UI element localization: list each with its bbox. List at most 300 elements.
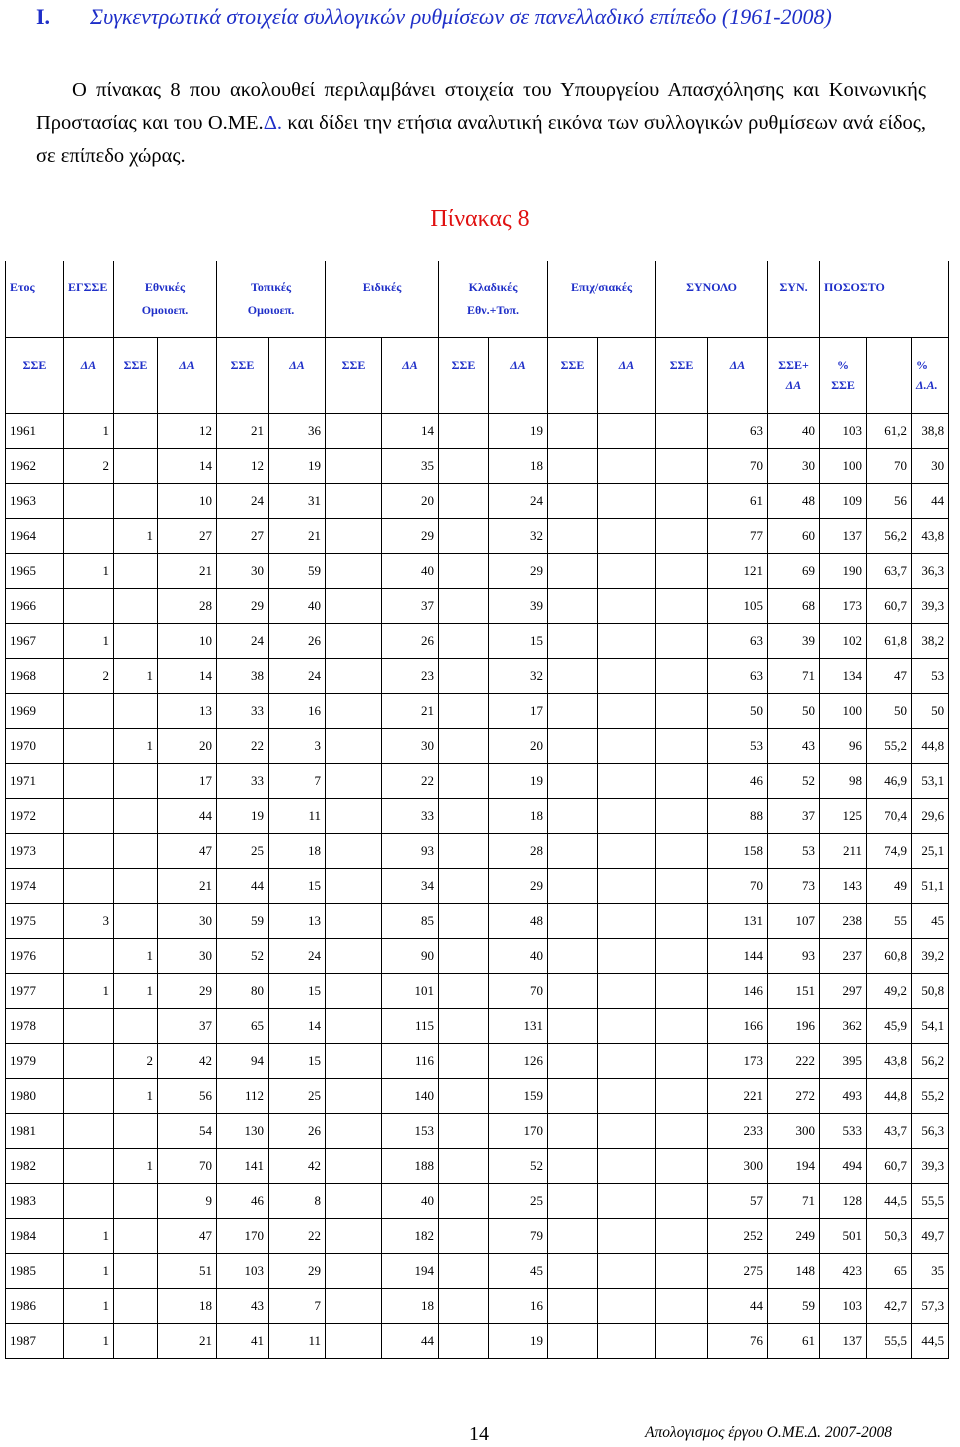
year-cell: 1962 (6, 449, 64, 484)
value-cell (439, 694, 489, 729)
value-cell (598, 414, 656, 449)
value-cell: 125 (820, 799, 867, 834)
value-cell: 101 (382, 974, 439, 1009)
value-cell (656, 939, 708, 974)
value-cell (598, 624, 656, 659)
col-header-sum: ΣΥΝ. (768, 261, 820, 299)
sub-header-da: ΔΑ (489, 338, 548, 377)
value-cell: 12 (217, 449, 269, 484)
value-cell: 46,9 (867, 764, 912, 799)
table-row (6, 694, 949, 729)
value-cell: 93 (768, 939, 820, 974)
value-cell: 35 (912, 1254, 949, 1289)
value-cell: 59 (217, 904, 269, 939)
value-cell (114, 1009, 158, 1044)
table-row (6, 1324, 949, 1359)
value-cell (326, 1044, 382, 1079)
value-cell (114, 764, 158, 799)
table-row (6, 624, 949, 659)
value-cell: 50 (867, 694, 912, 729)
value-cell (114, 1219, 158, 1254)
year-cell: 1971 (6, 764, 64, 799)
value-cell: 49 (867, 869, 912, 904)
table-row (6, 659, 949, 694)
value-cell (439, 624, 489, 659)
value-cell: 76 (708, 1324, 768, 1359)
intro-text-1: Ο πίνακας 8 που ακολουθεί περιλαμβάνει στοιχεία του Υπουργείου Απασχόλησης και Κοινωνικής Προστασίας και του Ο.ΜΕ. (36, 79, 926, 134)
value-cell (326, 484, 382, 519)
value-cell: 153 (382, 1114, 439, 1149)
value-cell: 63 (708, 659, 768, 694)
value-cell: 33 (217, 764, 269, 799)
value-cell: 24 (269, 939, 326, 974)
value-cell: 50,3 (867, 1219, 912, 1254)
value-cell: 52 (217, 939, 269, 974)
value-cell (439, 554, 489, 589)
value-cell: 22 (217, 729, 269, 764)
value-cell: 46 (708, 764, 768, 799)
year-cell: 1981 (6, 1114, 64, 1149)
value-cell (439, 939, 489, 974)
value-cell (656, 1009, 708, 1044)
value-cell: 44,5 (912, 1324, 949, 1359)
value-cell: 47 (158, 1219, 217, 1254)
value-cell (64, 694, 114, 729)
value-cell: 196 (768, 1009, 820, 1044)
value-cell (439, 1219, 489, 1254)
value-cell: 63 (708, 624, 768, 659)
value-cell: 18 (158, 1289, 217, 1324)
value-cell (439, 1184, 489, 1219)
value-cell (598, 1079, 656, 1114)
header-row-4 (6, 376, 949, 414)
value-cell: 90 (382, 939, 439, 974)
value-cell: 115 (382, 1009, 439, 1044)
value-cell: 29 (158, 974, 217, 1009)
value-cell (114, 589, 158, 624)
value-cell: 40 (382, 554, 439, 589)
value-cell (656, 1289, 708, 1324)
value-cell: 31 (269, 484, 326, 519)
year-cell: 1975 (6, 904, 64, 939)
value-cell: 94 (217, 1044, 269, 1079)
value-cell: 46 (217, 1184, 269, 1219)
value-cell (598, 694, 656, 729)
value-cell: 50,8 (912, 974, 949, 1009)
value-cell: 55 (867, 904, 912, 939)
value-cell (64, 519, 114, 554)
value-cell: 49,7 (912, 1219, 949, 1254)
value-cell: 112 (217, 1079, 269, 1114)
table-row (6, 1114, 949, 1149)
value-cell: 44 (912, 484, 949, 519)
value-cell (326, 694, 382, 729)
sub-header-sse: ΣΣΕ (656, 338, 708, 377)
value-cell: 100 (820, 449, 867, 484)
value-cell (656, 694, 708, 729)
value-cell: 134 (820, 659, 867, 694)
value-cell: 1 (64, 1219, 114, 1254)
value-cell (439, 659, 489, 694)
value-cell: 37 (158, 1009, 217, 1044)
value-cell (598, 554, 656, 589)
value-cell (326, 1219, 382, 1254)
page-number: 14 (469, 1423, 489, 1445)
value-cell: 27 (217, 519, 269, 554)
value-cell (439, 1289, 489, 1324)
col-header-egsse: ΕΓΣΣΕ (64, 261, 114, 299)
value-cell (64, 1044, 114, 1079)
sub-header-total-bottom: ΔΑ (768, 376, 820, 414)
value-cell (598, 1184, 656, 1219)
value-cell: 60 (768, 519, 820, 554)
value-cell (548, 729, 598, 764)
col-header-enterprise: Επιχ/σιακές (548, 261, 656, 299)
value-cell (439, 1149, 489, 1184)
collective-agreements-table (5, 261, 949, 1359)
value-cell: 44,5 (867, 1184, 912, 1219)
value-cell (64, 869, 114, 904)
value-cell: 37 (768, 799, 820, 834)
value-cell: 16 (489, 1289, 548, 1324)
value-cell (656, 484, 708, 519)
value-cell (439, 1114, 489, 1149)
value-cell: 2 (114, 1044, 158, 1079)
value-cell: 17 (158, 764, 217, 799)
value-cell: 1 (114, 519, 158, 554)
value-cell: 43,7 (867, 1114, 912, 1149)
value-cell (114, 414, 158, 449)
value-cell: 18 (382, 1289, 439, 1324)
year-cell: 1977 (6, 974, 64, 1009)
value-cell: 37 (382, 589, 439, 624)
value-cell: 1 (114, 939, 158, 974)
table-row (6, 799, 949, 834)
value-cell: 68 (768, 589, 820, 624)
value-cell: 137 (820, 1324, 867, 1359)
value-cell (114, 624, 158, 659)
value-cell: 32 (489, 519, 548, 554)
value-cell: 395 (820, 1044, 867, 1079)
value-cell: 44 (217, 869, 269, 904)
year-cell: 1984 (6, 1219, 64, 1254)
year-cell: 1973 (6, 834, 64, 869)
table-row (6, 834, 949, 869)
value-cell: 20 (489, 729, 548, 764)
value-cell: 19 (489, 1324, 548, 1359)
value-cell: 14 (269, 1009, 326, 1044)
value-cell: 102 (820, 624, 867, 659)
value-cell: 362 (820, 1009, 867, 1044)
value-cell: 45 (912, 904, 949, 939)
value-cell (548, 1184, 598, 1219)
value-cell: 17 (489, 694, 548, 729)
value-cell: 61 (768, 1324, 820, 1359)
value-cell (656, 869, 708, 904)
value-cell: 24 (269, 659, 326, 694)
value-cell (598, 904, 656, 939)
value-cell: 33 (217, 694, 269, 729)
sub-header-sse: ΣΣΕ (114, 338, 158, 377)
value-cell (548, 1254, 598, 1289)
sub-header-sse: ΣΣΕ (326, 338, 382, 377)
value-cell: 29 (382, 519, 439, 554)
value-cell (326, 1289, 382, 1324)
value-cell: 40 (382, 1184, 439, 1219)
value-cell: 1 (64, 974, 114, 1009)
value-cell: 501 (820, 1219, 867, 1254)
value-cell (598, 1219, 656, 1254)
value-cell: 38 (217, 659, 269, 694)
value-cell (64, 1079, 114, 1114)
value-cell: 137 (820, 519, 867, 554)
value-cell (598, 1044, 656, 1079)
value-cell: 21 (158, 869, 217, 904)
value-cell (439, 869, 489, 904)
col-header-national: Εθνικές (114, 261, 217, 299)
value-cell: 50 (912, 694, 949, 729)
value-cell (548, 1324, 598, 1359)
value-cell: 140 (382, 1079, 439, 1114)
value-cell: 30 (382, 729, 439, 764)
table-row (6, 414, 949, 449)
value-cell (114, 1184, 158, 1219)
table-row (6, 1079, 949, 1114)
value-cell: 21 (158, 554, 217, 589)
value-cell: 70,4 (867, 799, 912, 834)
value-cell: 43,8 (912, 519, 949, 554)
sub-header-sse: ΣΣΕ (6, 338, 64, 377)
value-cell: 148 (768, 1254, 820, 1289)
value-cell: 126 (489, 1044, 548, 1079)
value-cell: 19 (217, 799, 269, 834)
value-cell: 1 (64, 1254, 114, 1289)
value-cell: 166 (708, 1009, 768, 1044)
value-cell: 55,2 (867, 729, 912, 764)
value-cell: 61,8 (867, 624, 912, 659)
value-cell: 494 (820, 1149, 867, 1184)
value-cell: 275 (708, 1254, 768, 1289)
value-cell: 47 (867, 659, 912, 694)
value-cell: 57 (708, 1184, 768, 1219)
value-cell: 297 (820, 974, 867, 1009)
value-cell: 14 (158, 449, 217, 484)
table-row (6, 1149, 949, 1184)
value-cell: 159 (489, 1079, 548, 1114)
value-cell: 13 (269, 904, 326, 939)
value-cell (548, 519, 598, 554)
intro-text-2: και δίδει την ετήσια αναλυτική εικόνα των συλλογικών ρυθμίσεων ανά είδος, σε επίπεδο χώρας. (36, 112, 926, 167)
value-cell: 300 (708, 1149, 768, 1184)
value-cell (598, 764, 656, 799)
value-cell: 194 (768, 1149, 820, 1184)
value-cell (114, 799, 158, 834)
value-cell: 39 (768, 624, 820, 659)
value-cell: 51,1 (912, 869, 949, 904)
value-cell: 30 (158, 939, 217, 974)
value-cell (598, 659, 656, 694)
value-cell: 71 (768, 659, 820, 694)
value-cell (598, 1289, 656, 1324)
sub-header-pct-da: Δ.Α. (912, 376, 949, 414)
value-cell (598, 1114, 656, 1149)
value-cell (326, 939, 382, 974)
value-cell: 8 (269, 1184, 326, 1219)
value-cell: 35 (382, 449, 439, 484)
value-cell: 131 (489, 1009, 548, 1044)
value-cell: 56,2 (867, 519, 912, 554)
value-cell: 98 (820, 764, 867, 799)
value-cell (656, 519, 708, 554)
value-cell: 1 (64, 1324, 114, 1359)
value-cell: 146 (708, 974, 768, 1009)
value-cell (598, 834, 656, 869)
value-cell: 40 (768, 414, 820, 449)
value-cell: 43 (768, 729, 820, 764)
value-cell (64, 834, 114, 869)
value-cell (64, 1184, 114, 1219)
value-cell (439, 764, 489, 799)
value-cell (656, 729, 708, 764)
value-cell (114, 834, 158, 869)
value-cell: 42 (158, 1044, 217, 1079)
value-cell: 44 (382, 1324, 439, 1359)
value-cell: 70 (867, 449, 912, 484)
value-cell (439, 904, 489, 939)
table-row (6, 1219, 949, 1254)
year-cell: 1965 (6, 554, 64, 589)
sub-header-total-top: ΣΣΕ+ (768, 338, 820, 377)
value-cell: 69 (768, 554, 820, 589)
value-cell: 16 (269, 694, 326, 729)
table-row (6, 729, 949, 764)
value-cell (548, 449, 598, 484)
year-cell: 1983 (6, 1184, 64, 1219)
col-header-sectoral-sub: Εθν.+Τοπ. (439, 299, 548, 338)
table-row (6, 519, 949, 554)
value-cell (598, 869, 656, 904)
sub-header-sse: ΣΣΕ (439, 338, 489, 377)
value-cell: 40 (489, 939, 548, 974)
value-cell: 103 (820, 1289, 867, 1324)
value-cell: 130 (217, 1114, 269, 1149)
value-cell: 61 (708, 484, 768, 519)
value-cell (598, 939, 656, 974)
value-cell: 49,2 (867, 974, 912, 1009)
year-cell: 1972 (6, 799, 64, 834)
value-cell (656, 799, 708, 834)
value-cell: 96 (820, 729, 867, 764)
year-cell: 1968 (6, 659, 64, 694)
value-cell: 194 (382, 1254, 439, 1289)
intro-paragraph (36, 74, 926, 173)
value-cell: 38,2 (912, 624, 949, 659)
value-cell (598, 974, 656, 1009)
value-cell: 29 (217, 589, 269, 624)
sub-header-da: ΔΑ (382, 338, 439, 377)
year-cell: 1964 (6, 519, 64, 554)
value-cell: 70 (708, 449, 768, 484)
sub-header-da: ΔΑ (64, 338, 114, 377)
value-cell (548, 904, 598, 939)
value-cell: 55,5 (912, 1184, 949, 1219)
value-cell (598, 1324, 656, 1359)
value-cell (548, 869, 598, 904)
value-cell (114, 1114, 158, 1149)
value-cell (656, 1149, 708, 1184)
value-cell: 272 (768, 1079, 820, 1114)
value-cell (326, 869, 382, 904)
value-cell: 423 (820, 1254, 867, 1289)
value-cell: 19 (489, 414, 548, 449)
value-cell: 24 (217, 624, 269, 659)
value-cell (114, 554, 158, 589)
value-cell (439, 1009, 489, 1044)
value-cell: 30 (768, 449, 820, 484)
value-cell: 190 (820, 554, 867, 589)
year-cell: 1963 (6, 484, 64, 519)
value-cell: 173 (820, 589, 867, 624)
value-cell: 45,9 (867, 1009, 912, 1044)
value-cell (656, 974, 708, 1009)
value-cell: 170 (489, 1114, 548, 1149)
value-cell: 1 (64, 1289, 114, 1324)
value-cell: 44,8 (867, 1079, 912, 1114)
value-cell: 63,7 (867, 554, 912, 589)
value-cell: 14 (382, 414, 439, 449)
value-cell: 74,9 (867, 834, 912, 869)
section-heading (36, 0, 941, 34)
year-cell: 1985 (6, 1254, 64, 1289)
value-cell: 15 (269, 869, 326, 904)
value-cell: 48 (489, 904, 548, 939)
value-cell (598, 1254, 656, 1289)
year-cell: 1978 (6, 1009, 64, 1044)
value-cell (598, 519, 656, 554)
value-cell: 25 (217, 834, 269, 869)
value-cell: 28 (158, 589, 217, 624)
value-cell: 59 (269, 554, 326, 589)
value-cell: 65 (217, 1009, 269, 1044)
value-cell: 252 (708, 1219, 768, 1254)
value-cell (439, 974, 489, 1009)
value-cell: 170 (217, 1219, 269, 1254)
value-cell (114, 484, 158, 519)
value-cell (326, 974, 382, 1009)
value-cell: 60,8 (867, 939, 912, 974)
value-cell (598, 484, 656, 519)
value-cell: 50 (708, 694, 768, 729)
sub-header-da: ΔΑ (158, 338, 217, 377)
value-cell (548, 554, 598, 589)
value-cell: 28 (489, 834, 548, 869)
value-cell: 30 (217, 554, 269, 589)
value-cell: 158 (708, 834, 768, 869)
value-cell: 1 (114, 974, 158, 1009)
value-cell (439, 414, 489, 449)
value-cell (326, 729, 382, 764)
value-cell: 61,2 (867, 414, 912, 449)
value-cell: 73 (768, 869, 820, 904)
sub-header-sse: ΣΣΕ (217, 338, 269, 377)
value-cell: 107 (768, 904, 820, 939)
value-cell: 39,3 (912, 589, 949, 624)
value-cell: 26 (382, 624, 439, 659)
value-cell (656, 449, 708, 484)
value-cell: 53 (912, 659, 949, 694)
value-cell (548, 974, 598, 1009)
value-cell (656, 764, 708, 799)
